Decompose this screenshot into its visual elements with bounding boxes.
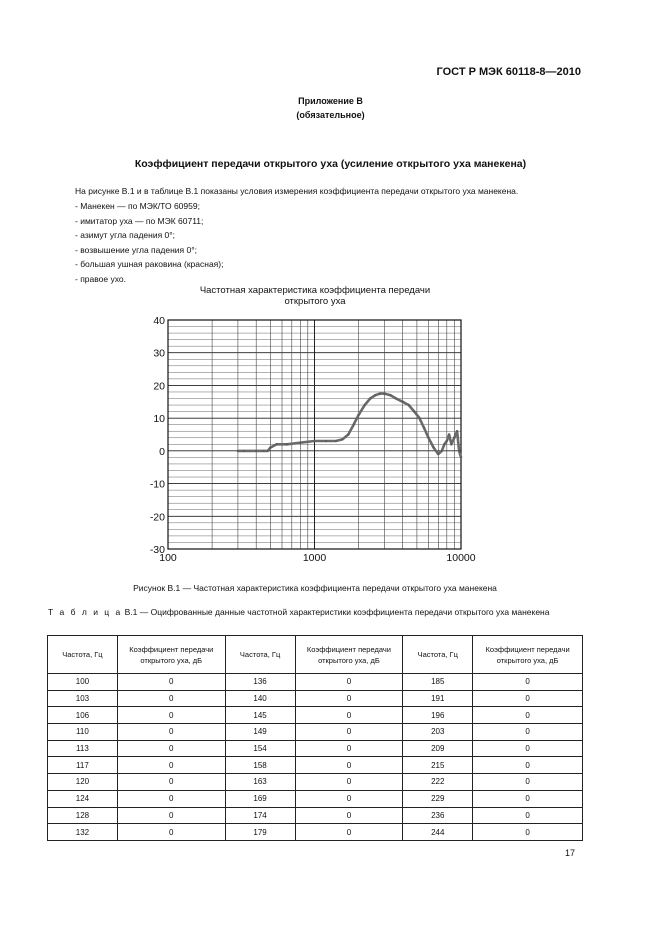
- cell-gain: 0: [117, 690, 225, 707]
- y-tick-label: 30: [153, 347, 165, 360]
- cell-frequency: 215: [403, 757, 473, 774]
- data-point: [379, 393, 381, 395]
- cell-frequency: 174: [225, 807, 295, 824]
- cell-frequency: 124: [48, 790, 118, 807]
- cell-gain: 0: [295, 724, 403, 741]
- cell-frequency: 158: [225, 757, 295, 774]
- data-point: [299, 442, 301, 444]
- data-point: [443, 443, 445, 445]
- cell-gain: 0: [473, 790, 583, 807]
- y-tick-label: 10: [153, 413, 165, 426]
- table-body: [48, 674, 583, 841]
- data-point: [446, 440, 448, 442]
- data-point: [408, 404, 410, 406]
- cell-gain: 0: [473, 690, 583, 707]
- cell-gain: 0: [295, 757, 403, 774]
- chart-title-line-1: Частотная характеристика коэффициента передачи: [199, 285, 431, 296]
- table-row: [48, 690, 583, 707]
- table-row: [48, 824, 583, 841]
- data-point: [456, 430, 458, 432]
- cell-gain: 0: [117, 674, 225, 691]
- cell-frequency: 136: [225, 674, 295, 691]
- header-frequency: Частота, Гц: [48, 636, 118, 674]
- header-gain: Коэффициент передачи открытого уха, дБ: [473, 636, 583, 674]
- condition-item: - правое ухо.: [75, 273, 126, 284]
- cell-frequency: 222: [403, 774, 473, 791]
- condition-item: - возвышение угла падения 0°;: [75, 244, 197, 255]
- cell-gain: 0: [473, 724, 583, 741]
- condition-item: - имитатор уха — по МЭК 60711;: [75, 215, 204, 226]
- data-point: [460, 457, 462, 459]
- y-tick-label: 40: [153, 315, 165, 327]
- cell-gain: 0: [295, 824, 403, 841]
- y-tick-label: 0: [159, 445, 165, 458]
- cell-gain: 0: [473, 707, 583, 724]
- cell-gain: 0: [295, 740, 403, 757]
- chart-grid: [168, 320, 461, 549]
- y-tick-label: -20: [149, 511, 165, 524]
- condition-item: - Манекен — по МЭК/ТО 60959;: [75, 201, 200, 211]
- cell-gain: 0: [295, 674, 403, 691]
- cell-gain: 0: [473, 807, 583, 824]
- cell-frequency: 149: [225, 724, 295, 741]
- cell-frequency: 132: [48, 824, 118, 841]
- table-row: [48, 724, 583, 741]
- data-point: [341, 439, 343, 441]
- x-tick-label: 100: [159, 552, 177, 564]
- data-point: [353, 424, 355, 426]
- data-point: [369, 398, 371, 400]
- chart-series: [237, 393, 462, 459]
- table-header-row: [48, 636, 583, 674]
- data-point: [358, 414, 360, 416]
- table-row: [48, 707, 583, 724]
- cell-gain: 0: [473, 774, 583, 791]
- data-point: [237, 450, 239, 452]
- cell-frequency: 203: [403, 724, 473, 741]
- data-point: [448, 434, 450, 436]
- cell-frequency: 113: [48, 740, 118, 757]
- header-frequency: Частота, Гц: [403, 636, 473, 674]
- data-point: [286, 443, 288, 445]
- data-point: [276, 443, 278, 445]
- appendix-status: (обязательное): [296, 110, 365, 120]
- table-caption-text: В.1 — Оцифрованные данные частотной характеристики коэффициента передачи открытого уха манекена: [122, 607, 550, 617]
- header-frequency: Частота, Гц: [225, 636, 295, 674]
- data-point: [413, 411, 415, 413]
- data-point: [441, 450, 443, 452]
- table-row: [48, 674, 583, 691]
- cell-gain: 0: [295, 807, 403, 824]
- table-row: [48, 757, 583, 774]
- cell-frequency: 185: [403, 674, 473, 691]
- cell-gain: 0: [117, 740, 225, 757]
- data-point: [418, 417, 420, 419]
- cell-frequency: 229: [403, 790, 473, 807]
- cell-frequency: 191: [403, 690, 473, 707]
- data-point: [395, 398, 397, 400]
- cell-frequency: 169: [225, 790, 295, 807]
- data-point: [402, 401, 404, 403]
- cell-frequency: 236: [403, 807, 473, 824]
- cell-gain: 0: [473, 740, 583, 757]
- table-caption: [48, 606, 588, 618]
- data-point: [255, 450, 257, 452]
- header-gain: Коэффициент передачи открытого уха, дБ: [117, 636, 225, 674]
- header-gain: Коэффициент передачи открытого уха, дБ: [295, 636, 403, 674]
- table-row: [48, 774, 583, 791]
- intro-paragraph: На рисунке В.1 и в таблице В.1 показаны условия измерения коэффициента передачи открытого уха манекена.: [75, 186, 519, 196]
- y-tick-label: -10: [149, 478, 165, 491]
- chart-title-line-2: открытого уха: [284, 296, 346, 307]
- y-tick-label: -30: [149, 544, 165, 556]
- data-point: [269, 447, 271, 449]
- cell-gain: 0: [117, 790, 225, 807]
- cell-frequency: 103: [48, 690, 118, 707]
- cell-frequency: 110: [48, 724, 118, 741]
- data-point: [433, 447, 435, 449]
- figure-caption: Рисунок В.1 — Частотная характеристика коэффициента передачи открытого уха манекена: [133, 583, 497, 593]
- x-tick-label: 10000: [446, 552, 476, 564]
- data-point: [325, 440, 327, 442]
- data-point: [335, 440, 337, 442]
- cell-frequency: 179: [225, 824, 295, 841]
- data-point: [451, 443, 453, 445]
- page-number: 17: [564, 848, 575, 858]
- data-point: [347, 434, 349, 436]
- cell-frequency: 163: [225, 774, 295, 791]
- data-point: [458, 450, 460, 452]
- cell-gain: 0: [473, 824, 583, 841]
- cell-gain: 0: [117, 824, 225, 841]
- cell-gain: 0: [117, 707, 225, 724]
- cell-frequency: 244: [403, 824, 473, 841]
- cell-gain: 0: [473, 757, 583, 774]
- series-line: [238, 394, 461, 458]
- data-point: [437, 453, 439, 455]
- table-row: [48, 807, 583, 824]
- cell-frequency: 145: [225, 707, 295, 724]
- appendix-title: Приложение В: [298, 96, 363, 106]
- cell-gain: 0: [117, 757, 225, 774]
- cell-gain: 0: [117, 724, 225, 741]
- cell-frequency: 209: [403, 740, 473, 757]
- x-tick-label: 1000: [302, 552, 327, 564]
- data-point: [390, 394, 392, 396]
- cell-gain: 0: [295, 790, 403, 807]
- table-row: [48, 790, 583, 807]
- data-point: [374, 394, 376, 396]
- cell-frequency: 128: [48, 807, 118, 824]
- cell-gain: 0: [295, 707, 403, 724]
- data-point: [243, 450, 245, 452]
- condition-item: - большая ушная раковина (красная);: [75, 259, 224, 269]
- cell-frequency: 140: [225, 690, 295, 707]
- cell-gain: 0: [117, 774, 225, 791]
- cell-frequency: 117: [48, 757, 118, 774]
- table-caption-label: Т а б л и ц а: [48, 607, 123, 617]
- cell-gain: 0: [295, 690, 403, 707]
- data-point: [314, 440, 316, 442]
- data-point: [453, 437, 455, 439]
- y-tick-label: 20: [153, 380, 165, 393]
- cell-frequency: 120: [48, 774, 118, 791]
- cell-frequency: 154: [225, 740, 295, 757]
- data-point: [383, 393, 385, 395]
- data-point: [423, 427, 425, 429]
- data-table: [47, 635, 583, 841]
- section-title: Коэффициент передачи открытого уха (усиление открытого уха манекена): [134, 158, 527, 170]
- cell-gain: 0: [117, 807, 225, 824]
- cell-gain: 0: [295, 774, 403, 791]
- cell-frequency: 196: [403, 707, 473, 724]
- cell-frequency: 100: [48, 674, 118, 691]
- data-point: [364, 404, 366, 406]
- table-row: [48, 740, 583, 757]
- data-point: [263, 450, 265, 452]
- document-code: ГОСТ Р МЭК 60118-8—2010: [436, 66, 581, 78]
- condition-item: - азимут угла падения 0°;: [75, 230, 176, 240]
- cell-gain: 0: [473, 674, 583, 691]
- data-point: [428, 437, 430, 439]
- cell-frequency: 106: [48, 707, 118, 724]
- data-point: [267, 450, 269, 452]
